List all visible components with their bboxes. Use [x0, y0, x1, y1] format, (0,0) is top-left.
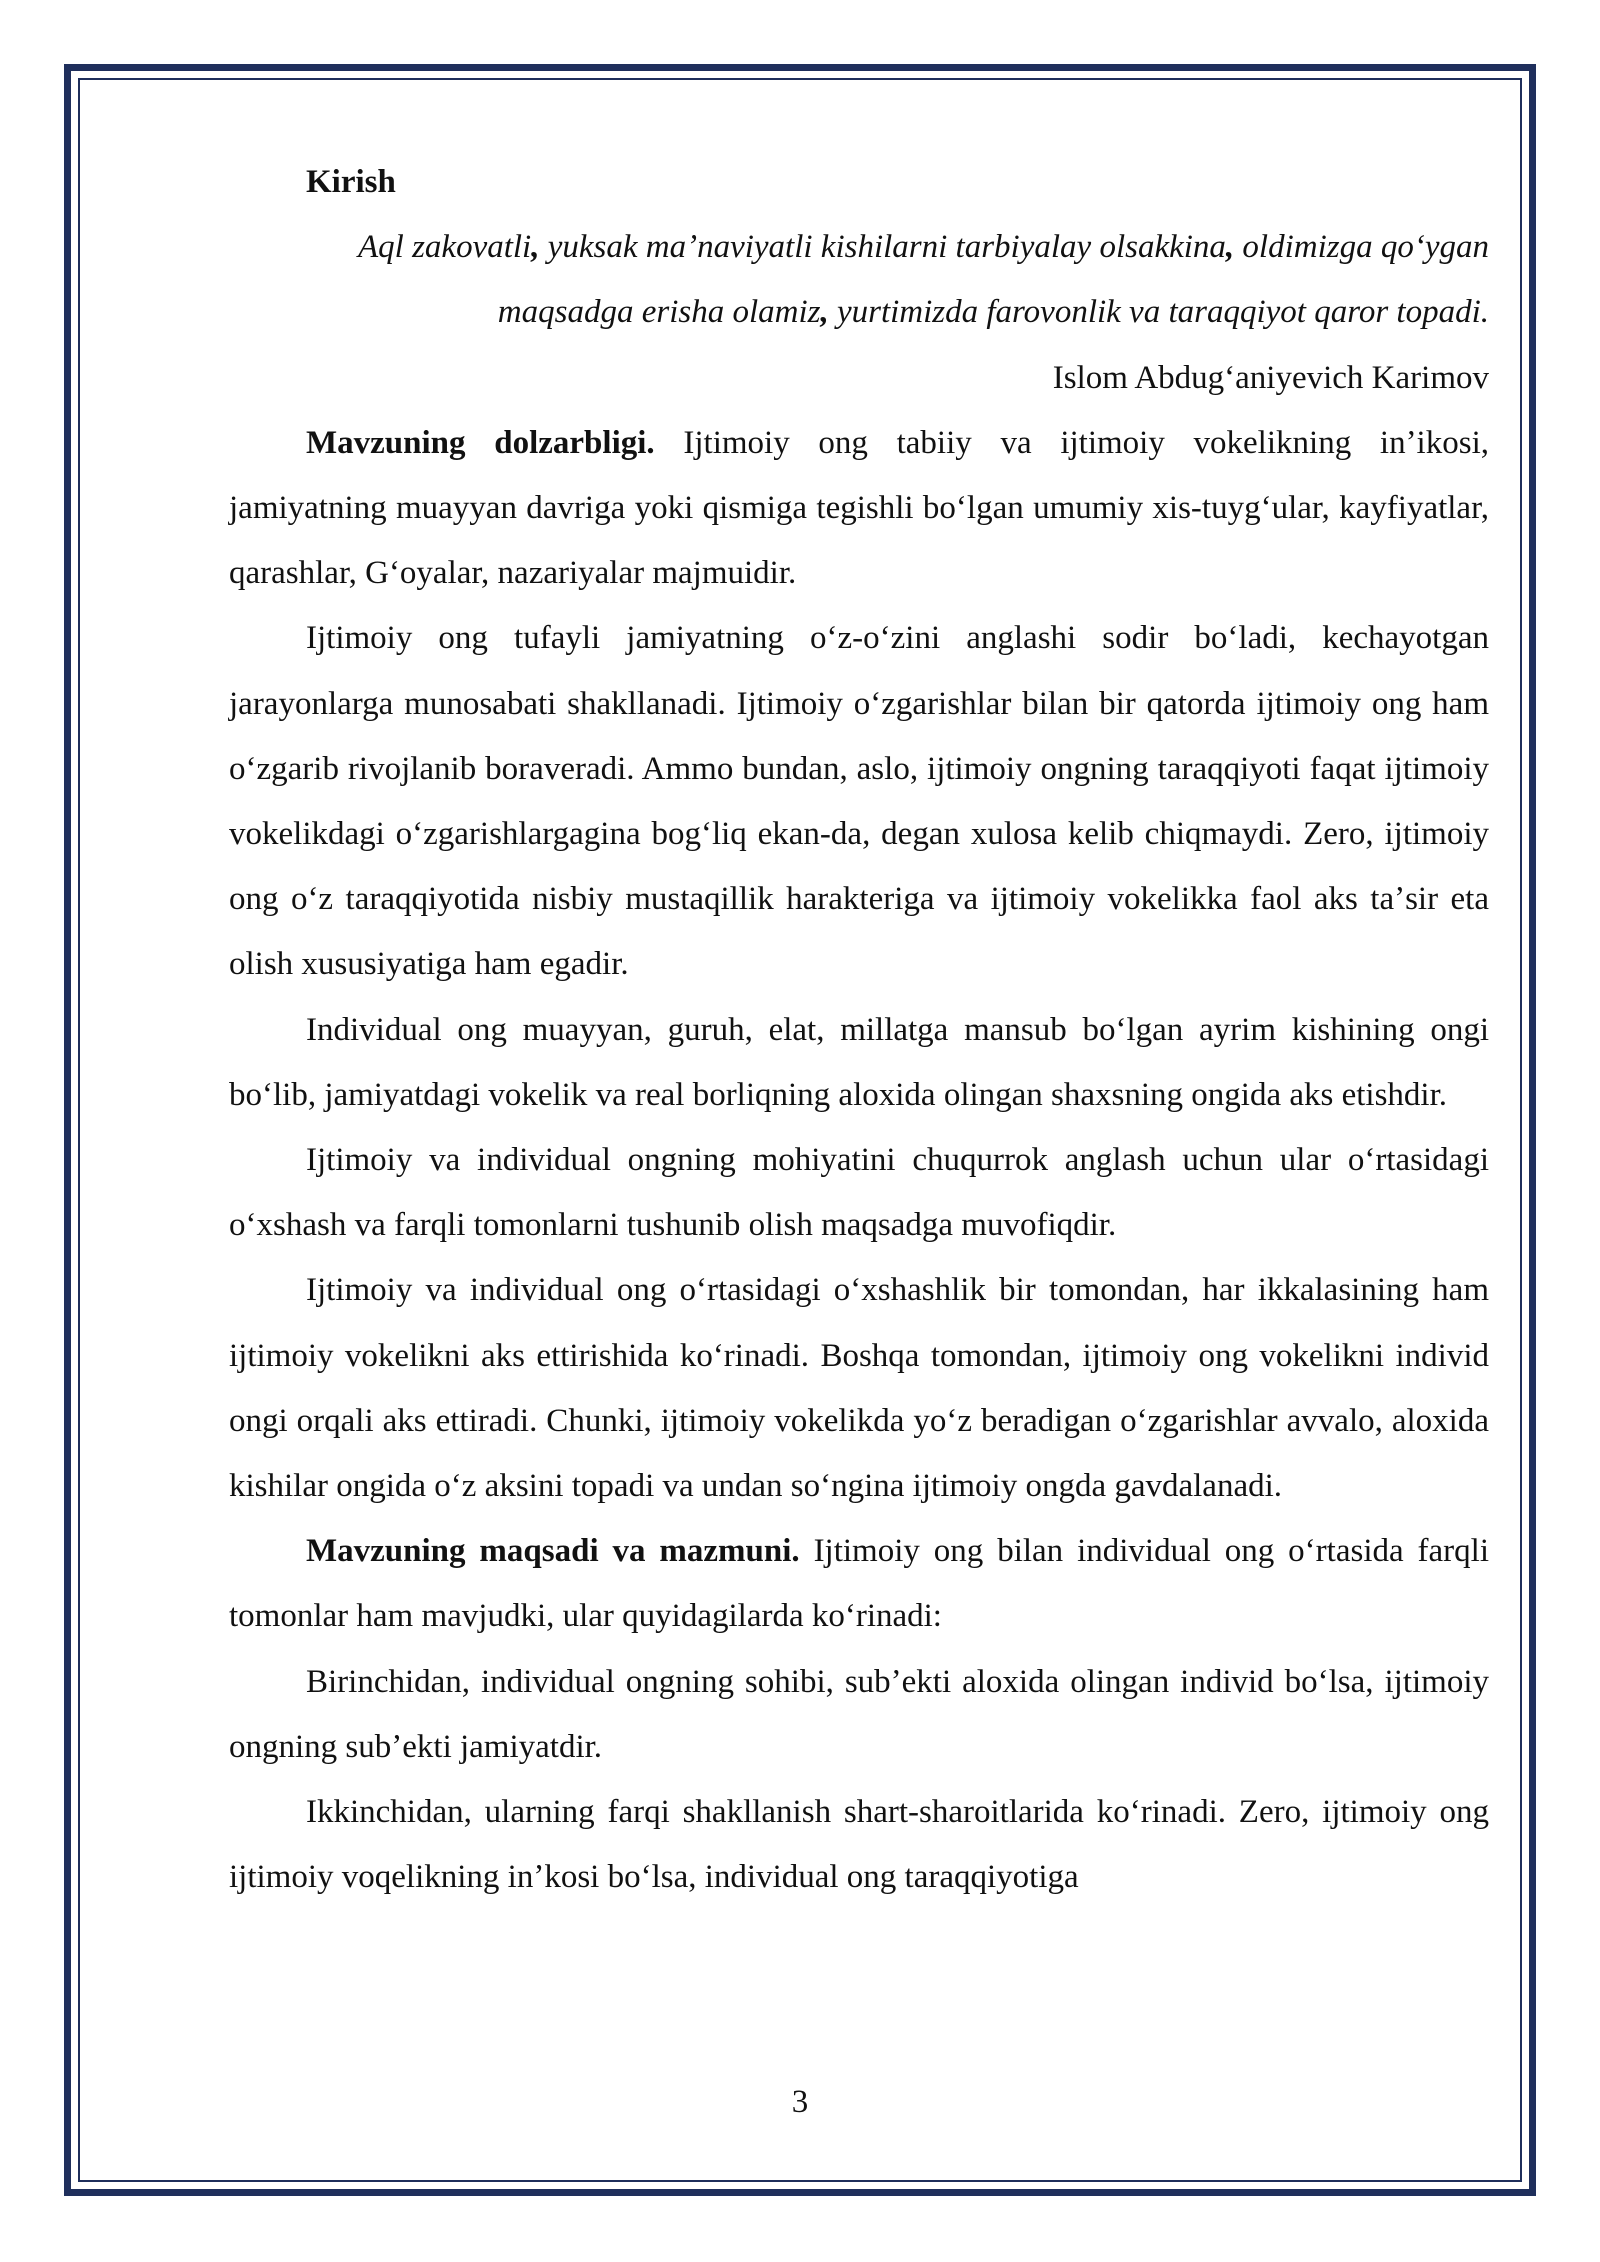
epigraph-quote: Aql zakovatli, yuksak maʼnaviyatli kishilarni tarbiyalay olsakkina, oldimizga qoʻygan maqsadga erisha olamiz, yurtimizda farovonlik va taraqqiyot qaror topadi. [358, 229, 1489, 331]
paragraph: Ijtimoiy ong tufayli jamiyatning oʻz-oʻzini anglashi sodir boʻladi, kechayotgan jarayonlarga munosabati shakllanadi. Ijtimoiy oʻzgarishlar bilan bir qatorda ijtimoiy ong ham oʻzgarib rivojlanib boraveradi. Ammo bundan, aslo, ijtimoiy ongning taraqqiyoti faqat ijtimoiy vokelikdagi oʻzgarishlargagina bogʻliq ekan-da, degan xulosa kelib chiqmaydi. Zero, ijtimoiy ong oʻz taraqqiyotida nisbiy mustaqillik harakteriga va ijtimoiy vokelikka faol aks taʼsir eta olish xususiyatiga ham egadir. [229, 620, 1489, 983]
epigraph-author: Islom Abdugʻaniyevich Karimov [1052, 359, 1489, 396]
paragraph-lead-bold: Mavzuning dolzarbligi. [306, 424, 655, 461]
page-number: 3 [791, 2084, 809, 2120]
document-body [229, 150, 1489, 1910]
paragraph: Ikkinchidan, ularning farqi shakllanish shart-sharoitlarida koʻrinadi. Zero, ijtimoiy ong ijtimoiy voqelikning inʼkosi boʻlsa, individual ong taraqqiyotiga [229, 1794, 1489, 1896]
paragraph-lead-bold: Mavzuning maqsadi va mazmuni. [306, 1533, 800, 1570]
paragraph: Ijtimoiy va individual ongning mohiyatini chuqurrok anglash uchun ular oʻrtasidagi oʻxshash va farqli tomonlarni tushunib olish maqsadga muvofiqdir. [229, 1142, 1489, 1244]
paragraph: Ijtimoiy va individual ong oʻrtasidagi oʻxshashlik bir tomondan, har ikkalasining ham ijtimoiy vokelikni aks ettirishida koʻrinadi. Boshqa tomondan, ijtimoiy ong vokelikni individ ongi orqali aks ettiradi. Chunki, ijtimoiy vokelikda yoʻz beradigan oʻzgarishlar avvalo, aloxida kishilar ongida oʻz aksini topadi va undan soʻngina ijtimoiy ongda gavdalanadi. [229, 1272, 1489, 1505]
paragraph-relevance: Mavzuning dolzarbligi. Ijtimoiy ong tabiiy va ijtimoiy vokelikning inʼikosi, jamiyatning muayyan davriga yoki qismiga tegishli boʻlgan umumiy xis-tuygʻular, kayfiyatlar, qarashlar, Gʻoyalar, nazariyalar majmuidir. [229, 424, 1489, 592]
section-heading: Kirish [306, 164, 396, 200]
paragraph: Birinchidan, individual ongning sohibi, subʼekti aloxida olingan individ boʻlsa, ijtimoiy ongning subʼekti jamiyatdir. [229, 1663, 1489, 1765]
paragraph-purpose: Mavzuning maqsadi va mazmuni. Ijtimoiy ong bilan individual ong oʻrtasida farqli tomonlar ham mavjudki, ular quyidagilarda koʻrinadi: [229, 1533, 1489, 1635]
paragraph: Individual ong muayyan, guruh, elat, millatga mansub boʻlgan ayrim kishining ongi boʻlib, jamiyatdagi vokelik va real borliqning aloxida olingan shaxsning ongida aks etishdir. [229, 1011, 1489, 1113]
